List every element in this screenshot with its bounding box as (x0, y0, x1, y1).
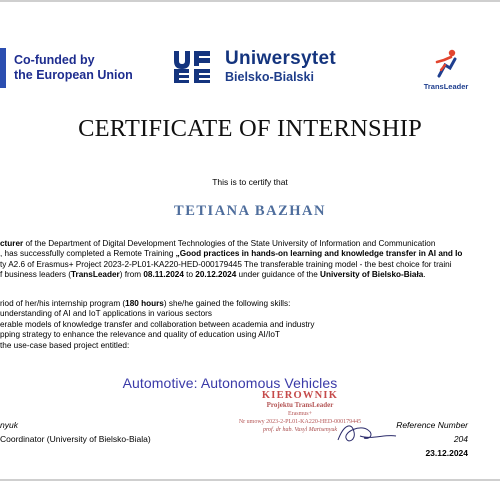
ubb-monogram-icon (173, 50, 211, 84)
text-segment: . (423, 270, 426, 280)
coordinator-role: Coordinator (University of Bielsko-Biala) (0, 434, 151, 444)
eu-flag-icon (0, 48, 6, 88)
university-city: Bielsko-Bialski (225, 70, 314, 84)
stamp-line: Nr umowy 2023-2-PL01-KA220-HED-000179445 (238, 419, 362, 425)
text-segment: riod of her/his internship program ( (0, 299, 126, 308)
paragraph-line (0, 270, 500, 280)
skill-item: erable models of knowledge transfer and collaboration between academia and industry (0, 319, 315, 329)
training-title: „Good practices in hands-on learning and knowledge transfer in AI and Io (175, 249, 463, 259)
reference-number: Reference Number 204 (396, 420, 468, 444)
eu-line-1: Co-funded by (14, 53, 95, 67)
issue-date: 23.12.2024 (425, 448, 468, 458)
recipient-name: TETIANA BAZHAN (174, 203, 326, 219)
role-text: cturer (0, 239, 24, 248)
text-segment: under guidance of the (236, 270, 321, 280)
text-segment: ) from (119, 270, 144, 280)
certify-line: This is to certify that (212, 177, 288, 187)
text-segment: f business leaders ( (0, 270, 71, 280)
eu-line-2: the European Union (14, 68, 133, 82)
department-text: of the Department of Digital Development Technologies of the State University of Information and Communication (23, 239, 436, 248)
university-logo (173, 49, 336, 85)
university-name: Uniwersytet (225, 48, 337, 69)
training-intro: , has successfully completed a Remote Training (0, 249, 176, 259)
coordinator-signature-block (0, 418, 151, 446)
certificate-title: CERTIFICATE OF INTERNSHIP (78, 115, 422, 142)
top-border (0, 0, 500, 2)
end-date: 20.12.2024 (195, 270, 237, 280)
paragraph-line (0, 260, 500, 270)
stamp-line: Erasmus+ (287, 411, 313, 417)
stamp-line: Projektu TransLeader (266, 401, 334, 409)
skills-paragraph (0, 299, 500, 351)
reference-block (388, 418, 468, 460)
eu-logo-text (14, 53, 133, 83)
completion-paragraph (0, 239, 500, 281)
paragraph-line (0, 239, 500, 249)
stamp-line: prof. dr hab. Vasyl Martsenyuk (262, 427, 338, 433)
transleader-logo (418, 48, 474, 91)
project-reference: ty A2.6 of Erasmus+ Project 2023-2-PL01-KA220-HED-000179445 The transferable training model - the best choice for traini (0, 259, 452, 269)
bottom-border (0, 479, 500, 481)
stamp-line: KIEROWNIK (261, 390, 339, 401)
transleader-label: TransLeader (423, 82, 469, 91)
text-segment: ) she/he gained the following skills: (163, 299, 291, 308)
text-segment: to (183, 270, 196, 280)
coordinator-name: nyuk (0, 420, 18, 430)
host-university: University of Bielsko-Biała (320, 270, 424, 280)
start-date: 08.11.2024 (143, 270, 184, 280)
paragraph-line (0, 299, 500, 309)
transleader-figure-icon (431, 48, 461, 80)
project-intro: the use-case based project entitled: (0, 340, 130, 350)
hours-count: 180 hours (125, 299, 164, 308)
eu-cofunded-logo (0, 48, 133, 88)
paragraph-line (0, 249, 500, 259)
skill-item: pping strategy to enhance the relevance and quality of education using AI/IoT (0, 330, 280, 340)
project-title: Automotive: Autonomous Vehicles (122, 375, 338, 391)
skill-item: understanding of AI and IoT applications in various sectors (0, 309, 212, 319)
project-acronym: TransLeader (71, 270, 120, 280)
